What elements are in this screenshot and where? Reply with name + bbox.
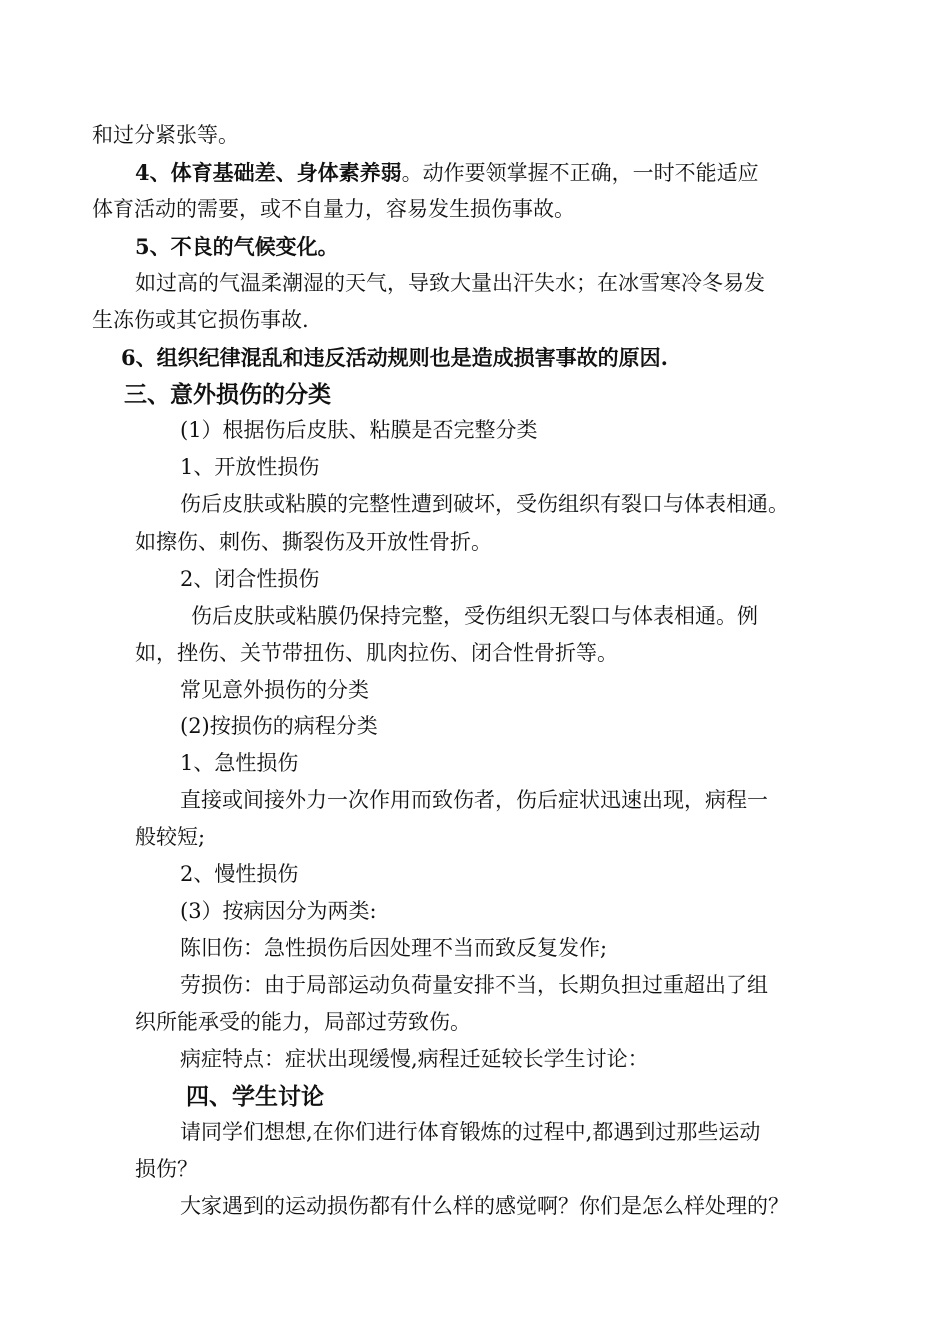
paragraph-line: 直接或间接外力一次作用而致伤者，伤后症状迅速出现，病程一: [180, 788, 768, 812]
subsection-title: (2)按损伤的病程分类: [180, 714, 378, 738]
paragraph-line: 常见意外损伤的分类: [180, 678, 369, 702]
paragraph-line: 伤后皮肤或粘膜的完整性遭到破坏，受伤组织有裂口与体表相通。: [180, 492, 789, 516]
paragraph-line: 大家遇到的运动损伤都有什么样的感觉啊？你们是怎么样处理的？: [180, 1194, 789, 1218]
subsection-title: (3）按病因分为两类:: [180, 899, 377, 923]
paragraph-line: 般较短;: [135, 825, 206, 849]
section-heading-4: 四、学生讨论: [186, 1083, 324, 1110]
subsection-item: 1、急性损伤: [180, 751, 299, 775]
paragraph-line: 请同学们想想,在你们进行体育锻炼的过程中,都遇到过那些运动: [180, 1120, 761, 1144]
list-item-5-heading: 5、不良的气候变化。: [135, 234, 339, 259]
paragraph-line: 伤后皮肤或粘膜仍保持完整，受伤组织无裂口与体表相通。例: [191, 604, 758, 628]
paragraph-line: 劳损伤：由于局部运动负荷量安排不当，长期负担过重超出了组: [180, 973, 768, 997]
paragraph-line: 陈旧伤：急性损伤后因处理不当而致反复发作;: [180, 936, 608, 960]
section-heading-3: 三、意外损伤的分类: [124, 381, 331, 408]
list-item-4-text: 。动作要领掌握不正确，一时不能适应: [401, 161, 759, 185]
list-item-4-heading: 4、体育基础差、身体素养弱: [135, 160, 402, 185]
subsection-item: 1、开放性损伤: [180, 455, 320, 479]
paragraph-line: 病症特点：症状出现缓慢,病程迁延较长学生讨论：: [180, 1047, 649, 1071]
subsection-item: 2、闭合性损伤: [180, 567, 320, 591]
subsection-item: 2、慢性损伤: [180, 862, 299, 886]
paragraph-line: 和过分紧张等。: [92, 123, 239, 147]
list-item-6-heading: 6、组织纪律混乱和违反活动规则也是造成损害事故的原因.: [121, 345, 668, 370]
paragraph-line: 生冻伤或其它损伤事故.: [92, 308, 309, 332]
paragraph-line: 如过高的气温柔潮湿的天气，导致大量出汗失水；在冰雪寒冷冬易发: [135, 271, 765, 295]
paragraph-line: 如擦伤、刺伤、撕裂伤及开放性骨折。: [135, 530, 492, 554]
paragraph-line: 体育活动的需要，或不自量力，容易发生损伤事故。: [92, 197, 575, 221]
paragraph-line: 如，挫伤、关节带扭伤、肌肉拉伤、闭合性骨折等。: [135, 641, 618, 665]
list-item-4: [135, 162, 759, 184]
subsection-title: (1）根据伤后皮肤、粘膜是否完整分类: [180, 418, 538, 442]
paragraph-line: 损伤？: [135, 1157, 198, 1181]
paragraph-line: 织所能承受的能力，局部过劳致伤。: [135, 1010, 471, 1034]
